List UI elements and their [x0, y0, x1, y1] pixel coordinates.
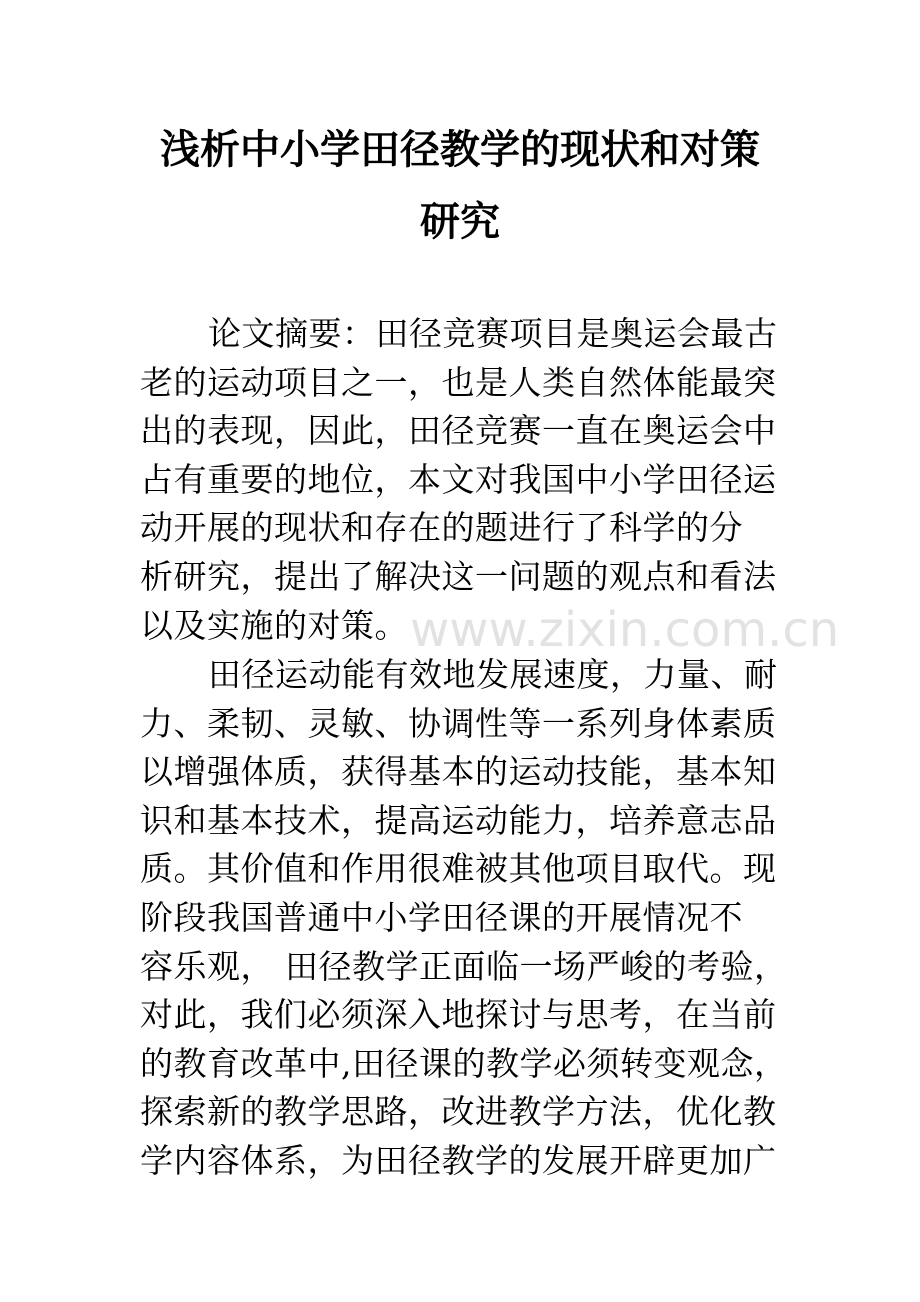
abstract-line: 以及实施的对策。 [140, 605, 408, 645]
body-line: 质。其价值和作用很难被其他项目取代。现 [140, 849, 777, 889]
body-line: 阶段我国普通中小学田径课的开展情况不 [140, 897, 743, 937]
body-line: 田径运动能有效地发展速度，力量、耐 [208, 655, 778, 694]
document-title-line-1: 浅析中小学田径教学的现状和对策 [160, 127, 760, 173]
body-line: 学内容体系，为田径教学的发展开辟更加广 [140, 1140, 777, 1180]
watermark: www.zixin.com.cn [410, 602, 840, 658]
abstract-line: 动开展的现状和存在的题进行了科学的分 [140, 508, 743, 548]
body-paragraph [140, 651, 790, 1186]
body-line: 以增强体质，获得基本的运动技能，基本知 [140, 752, 777, 792]
body-line: 识和基本技术，提高运动能力，培养意志品 [140, 800, 777, 840]
body-line: 探索新的教学思路，改进教学方法，优化教 [140, 1092, 777, 1132]
abstract-line: 析研究，提出了解决这一问题的观点和看法 [140, 556, 777, 596]
body-line: 对此，我们必须深入地探讨与思考，在当前 [140, 995, 777, 1035]
body-line: 力、柔韧、灵敏、协调性等一系列身体素质 [140, 703, 777, 743]
abstract-line: 占有重要的地位，本文对我国中小学田径运 [140, 459, 777, 499]
abstract-line: 论文摘要：田径竞赛项目是奥运会最古 [208, 314, 778, 353]
abstract-line: 出的表现，因此，田径竞赛一直在奥运会中 [140, 411, 777, 451]
abstract-paragraph [140, 310, 790, 650]
body-line: 容乐观， 田径教学正面临一场严峻的考验， [140, 946, 788, 986]
abstract-line: 老的运动项目之一，也是人类自然体能最突 [140, 362, 777, 402]
body-line: 的教育改革中,田径课的教学必须转变观念， [140, 1043, 788, 1083]
document-title-line-2: 研究 [420, 199, 500, 245]
